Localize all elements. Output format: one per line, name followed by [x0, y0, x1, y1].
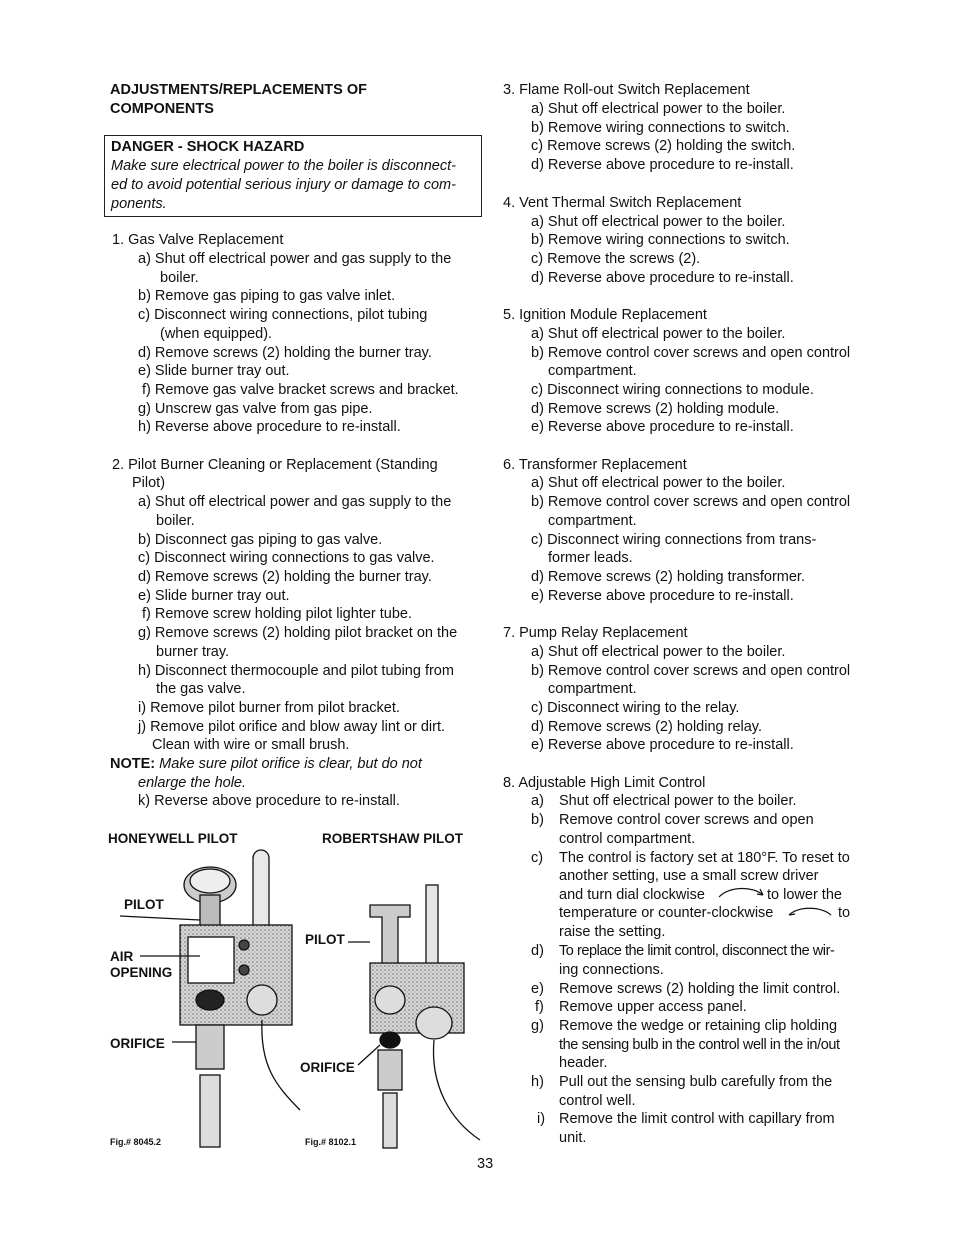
right-line: 5. Ignition Module Replacement	[503, 307, 707, 323]
note-after: k) Reverse above procedure to re-install.	[138, 793, 400, 809]
right-line: d) Remove screws (2) holding transformer.	[531, 569, 805, 585]
honeywell-title: HONEYWELL PILOT	[108, 831, 238, 846]
right-line: b) Remove control cover screws and open control	[531, 663, 851, 679]
limit-letter: g)	[531, 1018, 544, 1034]
right-line: d) Reverse above procedure to re-install.	[531, 270, 794, 286]
left-line: c) Disconnect wiring connections to gas valve.	[138, 550, 435, 566]
right-line: c) Disconnect wiring to the relay.	[531, 700, 740, 716]
right-line: b) Remove wiring connections to switch.	[531, 120, 790, 136]
right-line: e) Reverse above procedure to re-install.	[531, 419, 794, 435]
section-heading-line2: COMPONENTS	[110, 101, 214, 117]
limit-line: to lower the	[767, 887, 842, 903]
robertshaw-title: ROBERTSHAW PILOT	[322, 831, 463, 846]
right-line: e) Reverse above procedure to re-install.	[531, 588, 794, 604]
limit-line: unit.	[559, 1130, 587, 1146]
pilot-figures-drawing	[100, 845, 490, 1155]
right-line: a) Shut off electrical power to the boiler.	[531, 214, 786, 230]
orifice-label: ORIFICE	[110, 1036, 165, 1051]
left-line: the gas valve.	[156, 681, 246, 697]
left-line: a) Shut off electrical power and gas supply to the	[138, 251, 452, 267]
right-line: a) Shut off electrical power to the boiler.	[531, 101, 786, 117]
left-line: g) Remove screws (2) holding pilot bracket on the	[138, 625, 458, 641]
danger-box	[104, 135, 482, 217]
left-line: e) Slide burner tray out.	[138, 363, 290, 379]
right-line: c) Remove the screws (2).	[531, 251, 701, 267]
left-line: c) Disconnect wiring connections, pilot tubing	[138, 307, 428, 323]
left-line: boiler.	[156, 513, 195, 529]
limit-line: To replace the limit control, disconnect the wir-	[559, 943, 835, 959]
page-number: 33	[477, 1156, 494, 1172]
limit-line: and turn dial clockwise	[559, 887, 705, 903]
left-line: i) Remove pilot burner from pilot bracket.	[138, 700, 400, 716]
right-line: 8. Adjustable High Limit Control	[503, 775, 706, 791]
left-line: a) Shut off electrical power and gas supply to the	[138, 494, 452, 510]
right-line: 3. Flame Roll-out Switch Replacement	[503, 82, 750, 98]
right-line: 6. Transformer Replacement	[503, 457, 687, 473]
air-label-2: OPENING	[110, 965, 173, 980]
counter-clockwise-arrow-icon	[786, 905, 834, 919]
limit-line: control compartment.	[559, 831, 696, 847]
right-line: d) Remove screws (2) holding relay.	[531, 719, 763, 735]
right-line: compartment.	[548, 513, 637, 529]
limit-line: Remove screws (2) holding the limit control.	[559, 981, 841, 997]
right-line: a) Shut off electrical power to the boiler.	[531, 326, 786, 342]
left-line: h) Reverse above procedure to re-install.	[138, 419, 401, 435]
note-text-2: enlarge the hole.	[138, 775, 247, 791]
left-line: 1. Gas Valve Replacement	[112, 232, 284, 248]
left-line: f) Remove screw holding pilot lighter tube.	[142, 606, 412, 622]
limit-line: control well.	[559, 1093, 636, 1109]
right-line: a) Shut off electrical power to the boiler.	[531, 475, 786, 491]
danger-text-2: ed to avoid potential serious injury or damage to com-	[111, 177, 456, 193]
limit-letter: f)	[535, 999, 544, 1015]
note-text-1: Make sure pilot orifice is clear, but do not	[155, 756, 422, 772]
right-line: d) Reverse above procedure to re-install.	[531, 157, 794, 173]
limit-letter: d)	[531, 943, 544, 959]
left-line: d) Remove screws (2) holding the burner tray.	[138, 569, 432, 585]
right-line: compartment.	[548, 681, 637, 697]
danger-text-1: Make sure electrical power to the boiler is disconnect-	[111, 158, 456, 174]
left-line: b) Disconnect gas piping to gas valve.	[138, 532, 383, 548]
limit-line: Remove the limit control with capillary from	[559, 1111, 835, 1127]
limit-line: raise the setting.	[559, 924, 666, 940]
right-line: c) Disconnect wiring connections from trans-	[531, 532, 817, 548]
orifice-label-2: ORIFICE	[300, 1060, 355, 1075]
limit-line: header.	[559, 1055, 608, 1071]
limit-letter: a)	[531, 793, 544, 809]
note-label: NOTE:	[110, 756, 156, 772]
left-line: (when equipped).	[160, 326, 273, 342]
right-line: 7. Pump Relay Replacement	[503, 625, 688, 641]
limit-letter: i)	[537, 1111, 546, 1127]
right-line: compartment.	[548, 363, 637, 379]
left-line: g) Unscrew gas valve from gas pipe.	[138, 401, 373, 417]
left-line: b) Remove gas piping to gas valve inlet.	[138, 288, 396, 304]
danger-text-3: ponents.	[111, 196, 167, 212]
limit-line: Shut off electrical power to the boiler.	[559, 793, 797, 809]
air-label-1: AIR	[110, 949, 134, 964]
limit-line: The control is factory set at 180°F. To reset to	[559, 850, 850, 866]
left-line: Pilot)	[132, 475, 166, 491]
limit-line: Pull out the sensing bulb carefully from the	[559, 1074, 833, 1090]
limit-line: to	[838, 905, 851, 921]
limit-line: temperature or counter-clockwise	[559, 905, 774, 921]
limit-line: Remove control cover screws and open	[559, 812, 814, 828]
danger-title: DANGER - SHOCK HAZARD	[111, 139, 305, 155]
limit-letter: b)	[531, 812, 544, 828]
right-line: c) Remove screws (2) holding the switch.	[531, 138, 796, 154]
right-line: a) Shut off electrical power to the boiler.	[531, 644, 786, 660]
limit-line: the sensing bulb in the control well in the in/out	[559, 1037, 840, 1053]
left-line: d) Remove screws (2) holding the burner tray.	[138, 345, 432, 361]
robertshaw-pilot-illustration	[348, 885, 480, 1148]
right-line: b) Remove control cover screws and open control	[531, 494, 851, 510]
left-line: h) Disconnect thermocouple and pilot tubing from	[138, 663, 454, 679]
limit-letter: e)	[531, 981, 544, 997]
limit-letter: h)	[531, 1074, 544, 1090]
limit-line: another setting, use a small screw driver	[559, 868, 819, 884]
honeywell-pilot-illustration	[120, 850, 300, 1147]
right-line: d) Remove screws (2) holding module.	[531, 401, 780, 417]
left-line: burner tray.	[156, 644, 230, 660]
right-line: c) Disconnect wiring connections to module.	[531, 382, 814, 398]
left-line: f) Remove gas valve bracket screws and bracket.	[142, 382, 459, 398]
right-line: former leads.	[548, 550, 633, 566]
section-heading-line1: ADJUSTMENTS/REPLACEMENTS OF	[110, 82, 367, 98]
fig-number-2: Fig.# 8102.1	[305, 1137, 357, 1147]
left-line: e) Slide burner tray out.	[138, 588, 290, 604]
limit-line: Remove upper access panel.	[559, 999, 747, 1015]
left-line: boiler.	[160, 270, 199, 286]
clockwise-arrow-icon	[717, 884, 767, 900]
limit-line: ing connections.	[559, 962, 664, 978]
left-line: 2. Pilot Burner Cleaning or Replacement (Standing	[112, 457, 438, 473]
right-line: e) Reverse above procedure to re-install.	[531, 737, 794, 753]
right-line: b) Remove control cover screws and open control	[531, 345, 851, 361]
pilot-label-2: PILOT	[305, 932, 345, 947]
pilot-label: PILOT	[124, 897, 164, 912]
left-line: Clean with wire or small brush.	[152, 737, 350, 753]
fig-number-1: Fig.# 8045.2	[110, 1137, 162, 1147]
left-line: j) Remove pilot orifice and blow away lint or dirt.	[138, 719, 446, 735]
right-line: 4. Vent Thermal Switch Replacement	[503, 195, 742, 211]
note-line-1	[110, 755, 422, 774]
right-line: b) Remove wiring connections to switch.	[531, 232, 790, 248]
limit-letter: c)	[531, 850, 544, 866]
limit-line: Remove the wedge or retaining clip holding	[559, 1018, 838, 1034]
